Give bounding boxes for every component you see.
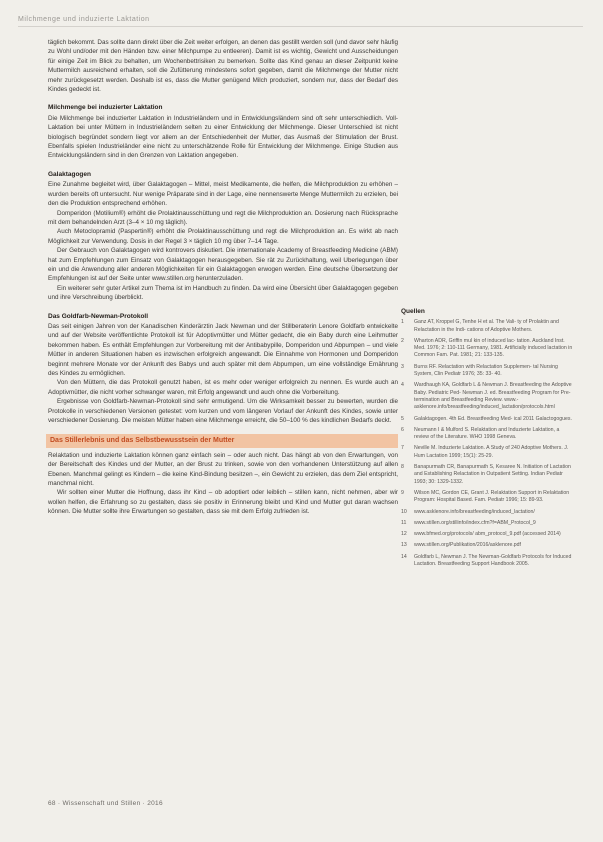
page-footer: 68 · Wissenschaft und Stillen · 2016 [48, 800, 163, 807]
reference-number: 6 [401, 426, 404, 433]
reference-item [401, 427, 573, 442]
reference-number: 9 [401, 489, 404, 496]
reference-text: Wilson MC, Gordon CE, Grant J. Relaktation Support in Relaktation Program: Hospital Based. Fam. Pediatr 1996; 15: 89-93. [414, 489, 570, 504]
reference-text: www.asklenore.info/breastfeeding/induced_lactation/ [414, 508, 535, 515]
reference-text: Neville M. Induzierte Laktation. A Study of 240 Adoptive Mothers. J. Hum Lactation 1999; 15(1): 25-29. [414, 445, 569, 459]
reference-number: 4 [401, 382, 404, 389]
reference-text: www.stillen.org/stillinfo/index.cfm?f=ABM_Protocol_9 [414, 519, 536, 526]
goldfarb-heading: Das Goldfarb-Newman-Protokoll [48, 312, 149, 320]
reference-item [401, 416, 573, 423]
reference-item [401, 520, 573, 527]
galaktagogen-paragraph-2: Domperidon (Motilium®) erhöht die Prolaktinausschüttung und regt die Milchproduktion an. Dosierung nach Rücksprache mit dem behandelnden Arzt (3–4 × 10 mg täglich). [48, 209, 398, 226]
goldfarb-paragraph-2: Von den Müttern, die das Protokoll genutzt haben, ist es mehr oder weniger erfolgreich zu nennen. Es wurde auch an Adoptivmütter, die nicht vorher schwanger waren, mit Erfolg angewandt und auch ohne die Vorbereitung. [48, 379, 398, 396]
closing-paragraph-2: Wir sollten einer Mutter die Hoffnung, dass ihr Kind – ob adoptiert oder leiblich – stillen kann, nicht nehmen, aber wir wollen helfen, die Erfahrung so zu gestalten, dass sie positiv in Erinnerung bleibt und Kind und Mutter gut daran wachsen können. Die Mutter sollte ihre Erwartungen so gestalten, dass sie mit dem Erfolg zufrieden ist. [48, 489, 398, 516]
reference-item [401, 554, 573, 569]
references-title: Quellen [401, 308, 425, 315]
reference-text: Wardhaugh KA, Goldfarb L & Newman J. Breastfeeding the Adoptive Baby. Pediatric Ped- Newman J. ed. Breastfeeding Program for Pre- termination and Breastfeeding Review. www.- asklenore.info/breastfeeding/induced_lactation/protocols.html [414, 382, 572, 411]
reference-text: Neumann I & Mulford S. Relaktation and Induzierte Laktation, a review of the Literature. WHO 1998 Geneva. [414, 426, 560, 441]
reference-number: 14 [401, 553, 407, 560]
reference-text: www.stillen.org/Publikation/2016/asklenore.pdf [414, 542, 521, 549]
goldfarb-paragraph-1: Das seit einigen Jahren von der Kanadischen Kinderärztin Jack Newman und der Stillberaterin Lenore Goldfarb entwickelte und auf der Website veröffentlichte Protokoll ist für Adoptivmütter und Mütter gedacht, die ein Baby durch eine Leihmutter bekommen haben. Es enthält Empfehlungen zur Vorbereitung mit der Antibabypille, Domperidon und Abpumpen – und viele Mütter in anderen Situationen haben es inzwischen erfolgreich angewandt. Die Einnahme von Hormonen und Domperidon beginnt mehrere Monate vor der Ankunft des Babys und auch später mit dem Abpumpen, um eine vollständige Ernährung des Kindes zu ermöglichen. [48, 322, 398, 377]
section-banner: Das Stillerlebnis und das Selbstbewusstsein der Mutter [46, 434, 398, 447]
reference-text: Goldfarb L, Newman J. The Newman-Goldfarb Protocols for Induced Lactation. Breastfeeding Support Handbook 2005. [414, 553, 572, 568]
reference-number: 3 [401, 363, 404, 370]
galaktagogen-paragraph-1: Eine Zunahme begleitet wird, über Galaktagogen – Mittel, meist Medikamente, die helfen, die Milchproduktion zu erhöhen – wurden bereits oft untersucht. Nur wenige Präparate sind in der Lage, eine nennenswerte Menge Muttermilch zu erzielen, bei den die Produktion entsprechend erhöhen. [48, 181, 398, 208]
reference-text: www.bfmed.org/protocols/ abm_protocol_9.pdf (accessed 2014) [414, 531, 561, 538]
references-list [401, 319, 573, 568]
reference-text: Galaktagogen. 4th Ed. Breastfeeding Med- ical 2011 Galactogogues. [414, 415, 572, 422]
reference-number: 1 [401, 319, 404, 326]
reference-item [401, 531, 573, 538]
reference-number: 13 [401, 542, 407, 549]
reference-item [401, 364, 573, 379]
milchmenge-heading: Milchmenge bei induzierter Laktation [48, 104, 163, 112]
reference-number: 5 [401, 415, 404, 422]
main-column [48, 38, 398, 517]
galaktagogen-heading: Galaktagogen [48, 170, 91, 178]
closing-paragraph-1: Relaktation und induzierte Laktation können ganz einfach sein – oder auch nicht. Das hängt ab von den Erwartungen, von der Bereitschaft des Kindes und der Mutter, an der Brust zu trinken, sowie von den vorhandenen Unterstützung auf allen Ebenen. Manchmal gelingt es Kindern – die keine Kind-Bindung besitzen –, ein Gewicht zu erzielen, das dem Ziel entspricht, manchmal nicht. [48, 451, 398, 488]
galaktagogen-paragraph-4: Der Gebrauch von Galaktagogen wird kontrovers diskutiert. Die internationale Academy of Breastfeeding Medicine (ABM) hat zum Empfehlungen zum Einsatz von Galaktagogen herausgegeben. Sie rät zu Zurückhaltung, weil Uberlegungen über ein und die Anwendung aller anderen Möglichkeiten für ein Galaktagogen erwogen werden. Eine deutsche Übersetzung der Empfehlungen ist auf der Seite unter www.stillen.org herunterzuladen. [48, 247, 398, 283]
references-sidebar [401, 308, 573, 572]
reference-number: 7 [401, 445, 404, 452]
reference-item [401, 445, 573, 460]
running-header: Milchmenge und induzierte Laktation [18, 16, 583, 27]
reference-number: 10 [401, 508, 407, 515]
reference-item [401, 338, 573, 360]
reference-item [401, 542, 573, 549]
reference-text: Banapurmath CR, Banapurmath S, Kesaree N. Initiation of Lactation and Establishing Relactation in Outpatient Setting. Indian Pediatr 1993; 30: 1329-1332. [414, 464, 571, 485]
reference-text: Burns RF. Relactation with Relactation Supplemen- tal Nursing System, Clin Pediatr 1976; 35: 33- 40. [414, 363, 558, 378]
reference-number: 8 [401, 464, 404, 471]
reference-number: 2 [401, 337, 404, 344]
reference-text: Wharton ADR, Griffin mul kin of induced lac- tation. Auckland Inst. Med. 1976; 2: 110-111 Germany, 1981. Artificially induced lactation in Common Fam. Pat. 1981; 21: 133-135. [414, 337, 573, 359]
reference-item [401, 509, 573, 516]
reference-item [401, 382, 573, 411]
reference-number: 12 [401, 531, 407, 538]
goldfarb-paragraph-3: Ergebnisse von Goldfarb-Newman-Protokoll sind sehr ermutigend. Um die Wirksamkeit besser zu bewerten, wurden die Protokolle in verschiedenen Versionen getestet: vom kurzen und vom längeren Vorlauf der Ankunft des Kindes, sowie unter verschiedener Dosierung. Die meisten Mütter haben eine Milchmenge erreicht, die 50–100 % des kindlichen Bedarfs deckt. [48, 398, 398, 425]
reference-item [401, 319, 573, 334]
reference-text: Ganz AT, Kroppel G, Tenhe H et al. The Vali- ty of Prolaktin and Relactation in the Indi- cations of Adoptive Mothers. [414, 319, 559, 333]
reference-number: 11 [401, 519, 407, 526]
reference-item [401, 490, 573, 505]
galaktagogen-paragraph-3: Auch Metoclopramid (Paspertin®) erhöht die Prolaktinausschüttung und regt die Milchproduktion an. Es wirkt ab nach Möglichkeit zur Verwendung. Dosis in der Regel 3 × täglich 10 mg über 7–14 Tage. [48, 228, 398, 245]
milchmenge-text: Die Milchmenge bei induzierter Laktation in Industrieländern und in Entwicklungsländern sind oft sehr unterschiedlich. Voll-Laktation bei unter Müttern in Industrieländern selten zu einer Entwicklung der Milchmenge. Dieser Unterschied ist nicht biologisch begründet sondern liegt vor allem an der Entschiedenheit der Mutter, das Ausmaß der Stimulation der Brust. Ebenfalls spielen Industrieländer eine nicht zu unterschätzende Rolle für Entwicklung der Milchmenge. Einige Studien aus Entwicklungsländern sind in den Grenzen von Laktation angegeben. [48, 114, 398, 160]
galaktagogen-paragraph-5: Ein weiterer sehr guter Artikel zum Thema ist im Handbuch zu finden. Da wird eine Übersicht über Galaktagogen gegeben und ihre Verschreibung überblickt. [48, 284, 398, 302]
intro-paragraph: täglich bekommt. Das sollte dann direkt über die Zeit weiter erfolgen, an denen das gestillt werden soll (und davor sehr häufig zu Wohl und/oder mit den Händen bzw. einer Milchpumpe zu entleeren). Damit ist es wichtig, Gewicht und Ausscheidungen für einige Zeit im Blick zu behalten, um Wochenbettrisiken zu bemerken. Sollte das Kind genau an dieser Zeitpunkt keine Muttermilch ausreichend erhalten, soll die Zufütterung mindestens sofort gegeben, damit die Milchmenge der Mutter nicht mehr zurückgesetzt werden. Deshalb ist es, dass die Mutter genügend Milch produziert, sondern nur, dass der Bedarf des Kindes gedeckt ist. [48, 39, 398, 94]
reference-item [401, 464, 573, 486]
